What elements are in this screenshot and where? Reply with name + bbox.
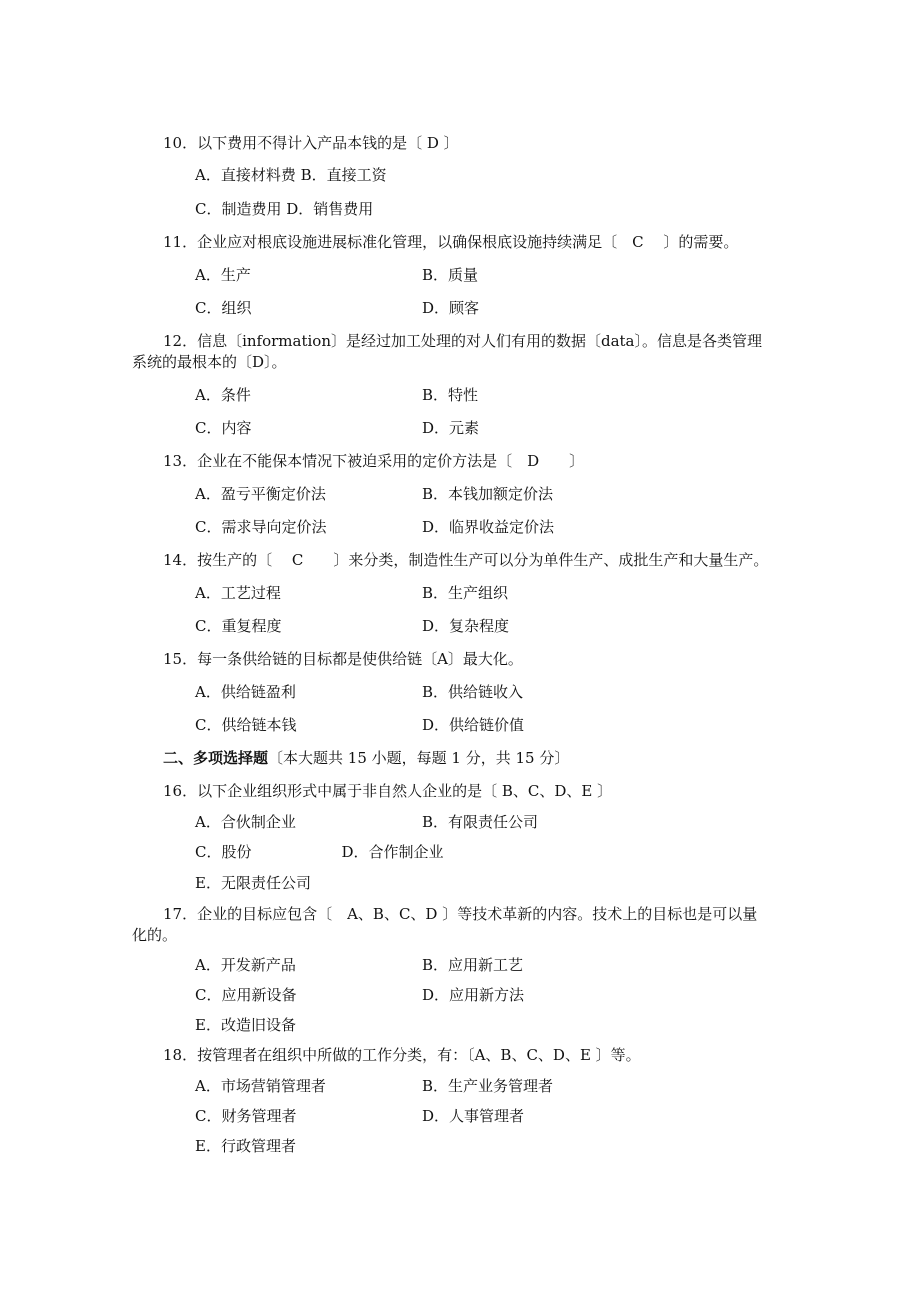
q17-option-b: B．应用新工艺 [422,956,524,974]
q18-option-c: C．财务管理者 [195,1107,297,1125]
q13-option-a: A．盈亏平衡定价法 [195,485,326,503]
q12-stem-continued: 系统的最根本的〔D〕。 [132,353,287,371]
q15-option-d: D．供给链价值 [422,716,525,734]
q13-stem: 13．企业在不能保本情况下被迫采用的定价方法是〔 D 〕 [163,452,585,470]
q14-option-d: D．复杂程度 [422,617,510,635]
q18-option-a: A．市场营销管理者 [195,1077,326,1095]
q17-stem-continued: 化的。 [132,926,178,944]
q12-option-a: A．条件 [195,386,251,404]
q12-option-c: C．内容 [195,419,252,437]
q14-option-b: B．生产组织 [422,584,509,602]
q16-option-e: E．无限责任公司 [195,874,311,892]
q17-option-d: D．应用新方法 [422,986,525,1004]
q13-option-c: C．需求导向定价法 [195,518,327,536]
q16-options-c-d: C．股份 D．合作制企业 [195,843,444,861]
q14-option-c: C．重复程度 [195,617,282,635]
q11-stem: 11．企业应对根底设施进展标准化管理，以确保根底设施持续满足〔 C 〕的需要。 [163,233,739,251]
q15-option-b: B．供给链收入 [422,683,524,701]
q11-option-d: D．顾客 [422,299,480,317]
q14-stem: 14．按生产的〔 C 〕来分类，制造性生产可以分为单件生产、成批生产和大量生产。 [163,551,769,569]
q15-stem: 15．每一条供给链的目标都是使供给链〔A〕最大化。 [163,650,523,668]
q15-option-a: A．供给链盈利 [195,683,296,701]
section-2-title: 二、多项选择题 [163,749,269,767]
q12-option-d: D．元素 [422,419,480,437]
q12-option-b: B．特性 [422,386,479,404]
q16-stem: 16．以下企业组织形式中属于非自然人企业的是〔 B、C、D、E 〕 [163,782,613,800]
q11-option-a: A．生产 [195,266,251,284]
q17-option-e: E．改造旧设备 [195,1016,296,1034]
q18-option-d: D．人事管理者 [422,1107,525,1125]
q18-stem: 18．按管理者在组织中所做的工作分类，有：〔A、B、C、D、E 〕等。 [163,1046,641,1064]
q11-option-b: B．质量 [422,266,479,284]
q15-option-c: C．供给链本钱 [195,716,297,734]
section-2-heading [163,748,569,768]
q11-option-c: C．组织 [195,299,252,317]
q17-option-a: A．开发新产品 [195,956,296,974]
q16-option-a: A．合伙制企业 [195,813,296,831]
q12-stem: 12．信息〔information〕是经过加工处理的对人们有用的数据〔data〕。信息是各类管理 [163,332,762,350]
q13-option-b: B．本钱加额定价法 [422,485,554,503]
section-2-note: 〔本大题共 15 小题，每题 1 分，共 15 分〕 [268,749,570,767]
q10-options-row1: A．直接材料费 B．直接工资 [195,166,387,184]
q10-stem: 10．以下费用不得计入产品本钱的是〔 D 〕 [163,134,459,152]
q17-stem: 17．企业的目标应包含〔 A、B、C、D 〕等技术革新的内容。技术上的目标也是可以量 [163,905,758,923]
q18-option-b: B．生产业务管理者 [422,1077,554,1095]
q16-option-b: B．有限责任公司 [422,813,539,831]
q13-option-d: D．临界收益定价法 [422,518,555,536]
q10-options-row2: C．制造费用 D．销售费用 [195,200,374,218]
q17-option-c: C．应用新设备 [195,986,297,1004]
q14-option-a: A．工艺过程 [195,584,281,602]
q18-option-e: E．行政管理者 [195,1137,296,1155]
